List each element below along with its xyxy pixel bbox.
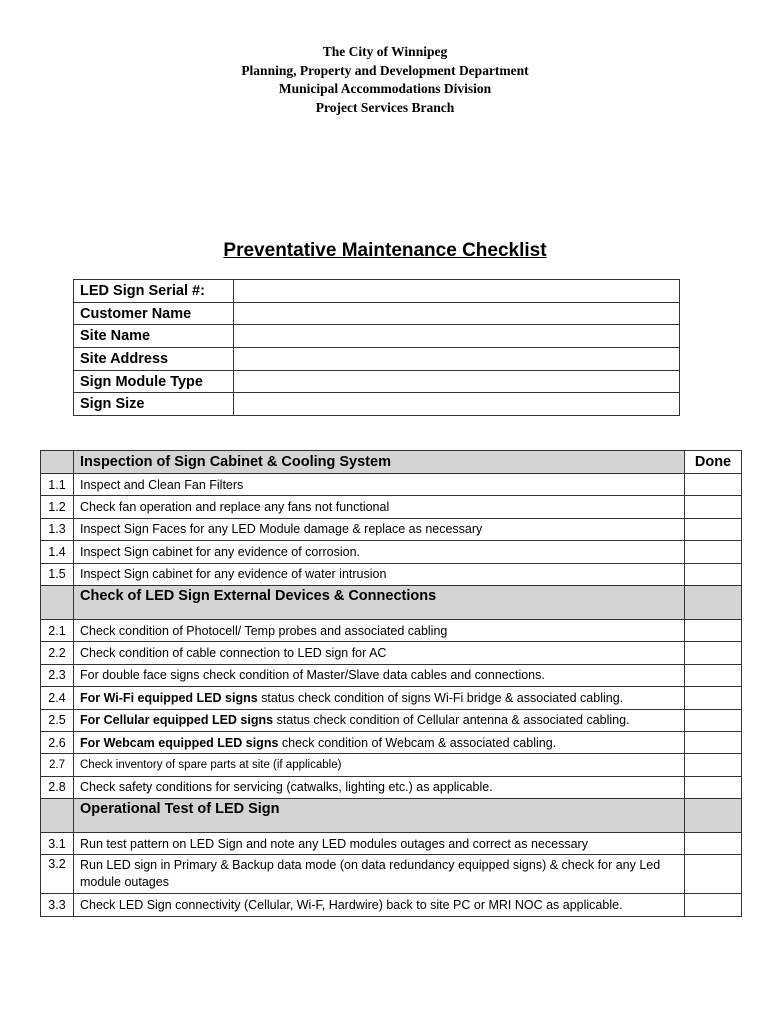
item-description: For double face signs check condition of Master/Slave data cables and connections.	[74, 664, 685, 686]
info-row	[74, 302, 680, 325]
checklist-row	[41, 855, 742, 894]
checklist-row	[41, 642, 742, 664]
item-description: Check LED Sign connectivity (Cellular, Wi-F, Hardwire) back to site PC or MRI NOC as applicable.	[74, 894, 685, 916]
info-label-site-name: Site Name	[74, 325, 234, 348]
item-number: 3.1	[41, 833, 74, 855]
item-description: Check inventory of spare parts at site (if applicable)	[74, 754, 685, 776]
checklist-row	[41, 496, 742, 518]
info-row	[74, 370, 680, 393]
item-number: 2.1	[41, 619, 74, 641]
header-department: Planning, Property and Development Department	[241, 62, 529, 78]
done-column-header: Done	[685, 451, 742, 474]
item-description: Check fan operation and replace any fans not functional	[74, 496, 685, 518]
section-num-cell	[41, 451, 74, 474]
checklist-row	[41, 619, 742, 641]
done-checkbox-cell[interactable]	[685, 731, 742, 753]
checklist-row	[41, 687, 742, 709]
section-num-cell	[41, 799, 74, 833]
info-row	[74, 348, 680, 371]
section-done-cell	[685, 585, 742, 619]
info-value-customer[interactable]	[234, 302, 680, 325]
item-number: 2.2	[41, 642, 74, 664]
item-number: 1.3	[41, 518, 74, 540]
item-description	[74, 687, 685, 709]
item-number: 1.2	[41, 496, 74, 518]
item-number: 3.2	[41, 855, 74, 894]
maintenance-checklist-table	[40, 450, 742, 917]
section-done-cell	[685, 799, 742, 833]
checklist-row	[41, 474, 742, 496]
item-number: 2.4	[41, 687, 74, 709]
checklist-row	[41, 833, 742, 855]
checklist-row	[41, 731, 742, 753]
item-description: Check safety conditions for servicing (catwalks, lighting etc.) as applicable.	[74, 776, 685, 798]
done-checkbox-cell[interactable]	[685, 474, 742, 496]
checklist-row	[41, 518, 742, 540]
checklist-row	[41, 709, 742, 731]
done-checkbox-cell[interactable]	[685, 833, 742, 855]
done-checkbox-cell[interactable]	[685, 754, 742, 776]
section-title-2: Check of LED Sign External Devices & Connections	[74, 585, 685, 619]
done-checkbox-cell[interactable]	[685, 776, 742, 798]
done-checkbox-cell[interactable]	[685, 894, 742, 916]
done-checkbox-cell[interactable]	[685, 687, 742, 709]
info-value-site-address[interactable]	[234, 348, 680, 371]
item-description: Inspect Sign Faces for any LED Module damage & replace as necessary	[74, 518, 685, 540]
item-lead-text: For Cellular equipped LED signs	[80, 713, 274, 728]
info-label-module-type: Sign Module Type	[74, 370, 234, 393]
done-checkbox-cell[interactable]	[685, 496, 742, 518]
checklist-row	[41, 563, 742, 585]
item-body-text: status check condition of Cellular antenna & associated cabling.	[273, 713, 630, 728]
item-description: Run LED sign in Primary & Backup data mode (on data redundancy equipped signs) & check for any Led module outages	[74, 855, 685, 894]
info-value-serial[interactable]	[234, 280, 680, 303]
item-description: Run test pattern on LED Sign and note any LED modules outages and correct as necessary	[74, 833, 685, 855]
info-row	[74, 280, 680, 303]
item-description	[74, 731, 685, 753]
header-division: Municipal Accommodations Division	[278, 81, 492, 96]
item-description: Inspect and Clean Fan Filters	[74, 474, 685, 496]
done-checkbox-cell[interactable]	[685, 563, 742, 585]
item-lead-text: For Wi-Fi equipped LED signs	[80, 690, 258, 705]
done-checkbox-cell[interactable]	[685, 619, 742, 641]
item-number: 1.5	[41, 563, 74, 585]
checklist-row	[41, 894, 742, 916]
section-header-row	[41, 585, 742, 619]
info-value-module-type[interactable]	[234, 370, 680, 393]
info-label-sign-size: Sign Size	[74, 393, 234, 416]
item-number: 2.3	[41, 664, 74, 686]
info-row	[74, 325, 680, 348]
item-number: 1.1	[41, 474, 74, 496]
checklist-row	[41, 776, 742, 798]
done-checkbox-cell[interactable]	[685, 518, 742, 540]
item-number: 2.6	[41, 731, 74, 753]
item-number: 2.5	[41, 709, 74, 731]
document-header	[0, 43, 770, 117]
item-number: 2.7	[41, 754, 74, 776]
checklist-row	[41, 541, 742, 563]
item-number: 2.8	[41, 776, 74, 798]
section-header-row	[41, 451, 742, 474]
header-branch: Project Services Branch	[315, 99, 455, 115]
info-row	[74, 393, 680, 416]
item-description: Check condition of cable connection to LED sign for AC	[74, 642, 685, 664]
checklist-row	[41, 664, 742, 686]
info-value-site-name[interactable]	[234, 325, 680, 348]
info-label-serial: LED Sign Serial #:	[74, 280, 234, 303]
item-description: Inspect Sign cabinet for any evidence of water intrusion	[74, 563, 685, 585]
item-body-text: check condition of Webcam & associated cabling.	[278, 735, 557, 750]
item-description	[74, 709, 685, 731]
info-label-site-address: Site Address	[74, 348, 234, 371]
section-title-3: Operational Test of LED Sign	[74, 799, 685, 833]
done-checkbox-cell[interactable]	[685, 541, 742, 563]
item-number: 1.4	[41, 541, 74, 563]
item-lead-text: For Webcam equipped LED signs	[80, 735, 279, 750]
item-description: Check condition of Photocell/ Temp probes and associated cabling	[74, 619, 685, 641]
page-title: Preventative Maintenance Checklist	[223, 240, 547, 261]
info-label-customer: Customer Name	[74, 302, 234, 325]
item-number: 3.3	[41, 894, 74, 916]
checklist-row	[41, 754, 742, 776]
section-title-1: Inspection of Sign Cabinet & Cooling System	[74, 451, 685, 474]
done-checkbox-cell[interactable]	[685, 664, 742, 686]
header-city: The City of Winnipeg	[322, 44, 448, 59]
section-header-row	[41, 799, 742, 833]
done-checkbox-cell[interactable]	[685, 709, 742, 731]
section-num-cell	[41, 585, 74, 619]
item-body-text: status check condition of signs Wi-Fi bridge & associated cabling.	[257, 690, 624, 705]
item-description: Inspect Sign cabinet for any evidence of corrosion.	[74, 541, 685, 563]
done-checkbox-cell[interactable]	[685, 855, 742, 894]
done-checkbox-cell[interactable]	[685, 642, 742, 664]
sign-info-table	[73, 279, 680, 416]
info-value-sign-size[interactable]	[234, 393, 680, 416]
